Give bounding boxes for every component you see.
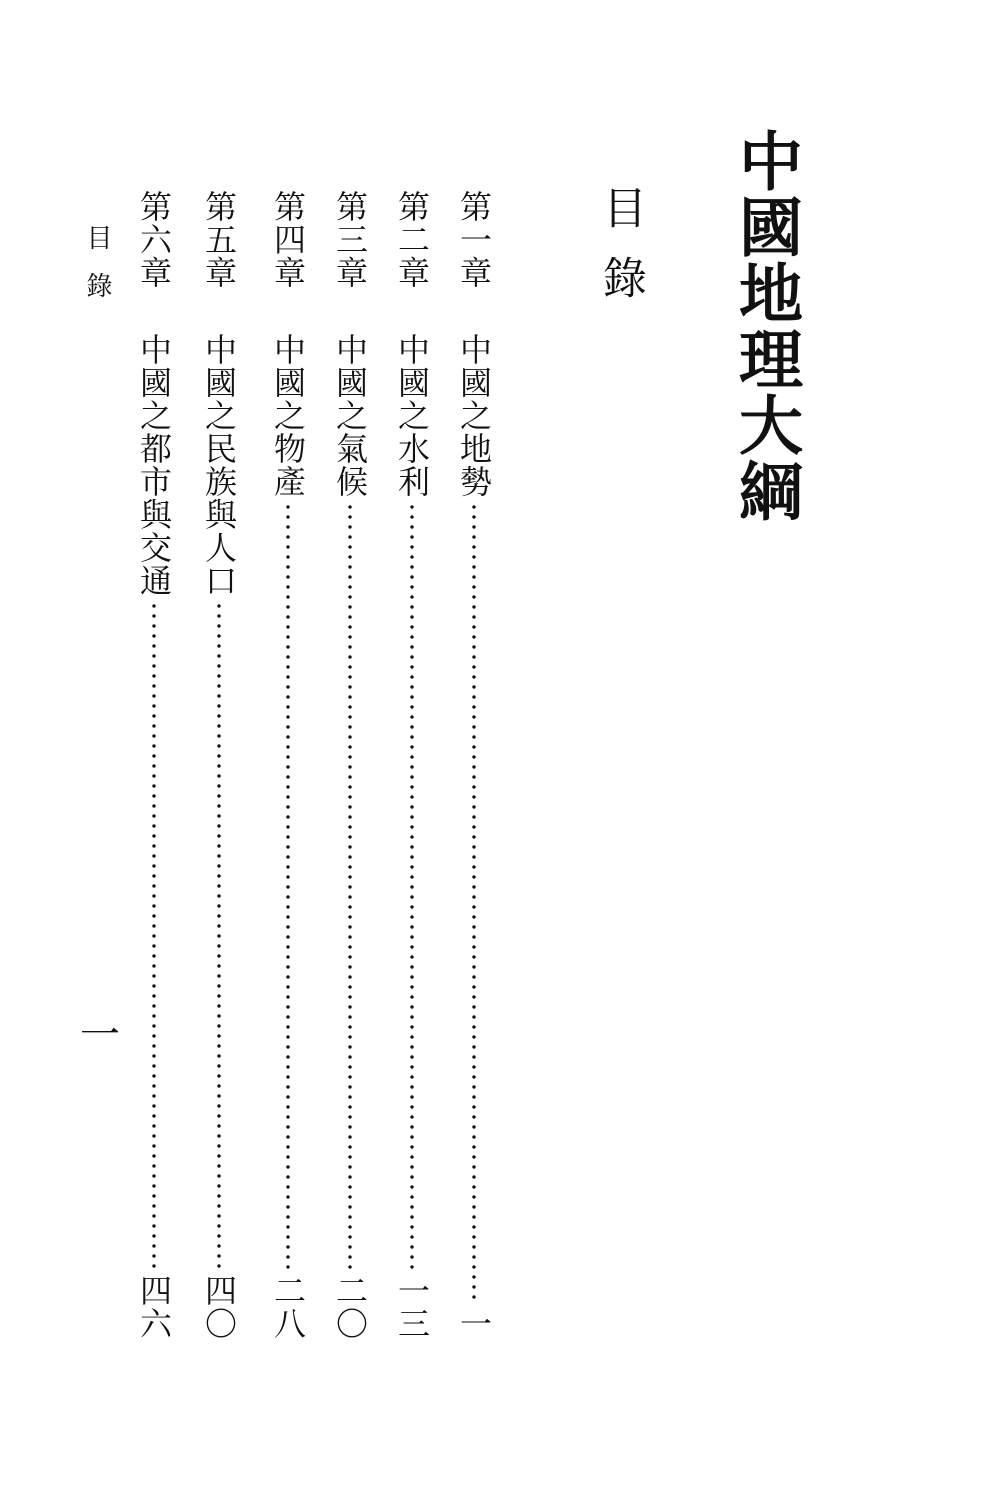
toc-entry-6 xyxy=(134,190,174,1340)
chapter-title: 中國之民族與人口 xyxy=(200,333,238,597)
chapter-number: 第一章 xyxy=(455,190,493,289)
section-heading: 目錄 xyxy=(595,185,646,325)
chapter-number: 第二章 xyxy=(393,190,431,289)
page-number: 一三 xyxy=(393,1274,431,1340)
toc-entry-1 xyxy=(454,190,494,1340)
dot-leader xyxy=(471,502,477,1303)
page-number: 四〇 xyxy=(200,1274,238,1340)
page-number: 二八 xyxy=(269,1274,307,1340)
dot-leader xyxy=(409,502,415,1270)
chapter-title: 中國之物產 xyxy=(269,333,307,498)
chapter-title: 中國之都市與交通 xyxy=(135,333,173,597)
toc-entry-4 xyxy=(268,190,308,1340)
dot-leader xyxy=(216,601,222,1270)
dot-leader xyxy=(347,502,353,1270)
book-title: 中國地理大綱 xyxy=(728,128,803,524)
toc-entry-3 xyxy=(330,190,370,1340)
chapter-number: 第四章 xyxy=(269,190,307,289)
page-number: 一 xyxy=(455,1307,493,1340)
chapter-number: 第五章 xyxy=(200,190,238,289)
chapter-title: 中國之地勢 xyxy=(455,333,493,498)
chapter-number: 第六章 xyxy=(135,190,173,289)
running-head: 目錄 xyxy=(82,224,112,320)
toc-entry-2 xyxy=(392,190,432,1340)
folio-page-number: 一 xyxy=(80,1012,120,1058)
dot-leader xyxy=(285,502,291,1270)
page-number: 二〇 xyxy=(331,1274,369,1340)
chapter-title: 中國之水利 xyxy=(393,333,431,498)
dot-leader xyxy=(151,601,157,1270)
chapter-title: 中國之氣候 xyxy=(331,333,369,498)
toc-entry-5 xyxy=(199,190,239,1340)
page-number: 四六 xyxy=(135,1274,173,1340)
chapter-number: 第三章 xyxy=(331,190,369,289)
